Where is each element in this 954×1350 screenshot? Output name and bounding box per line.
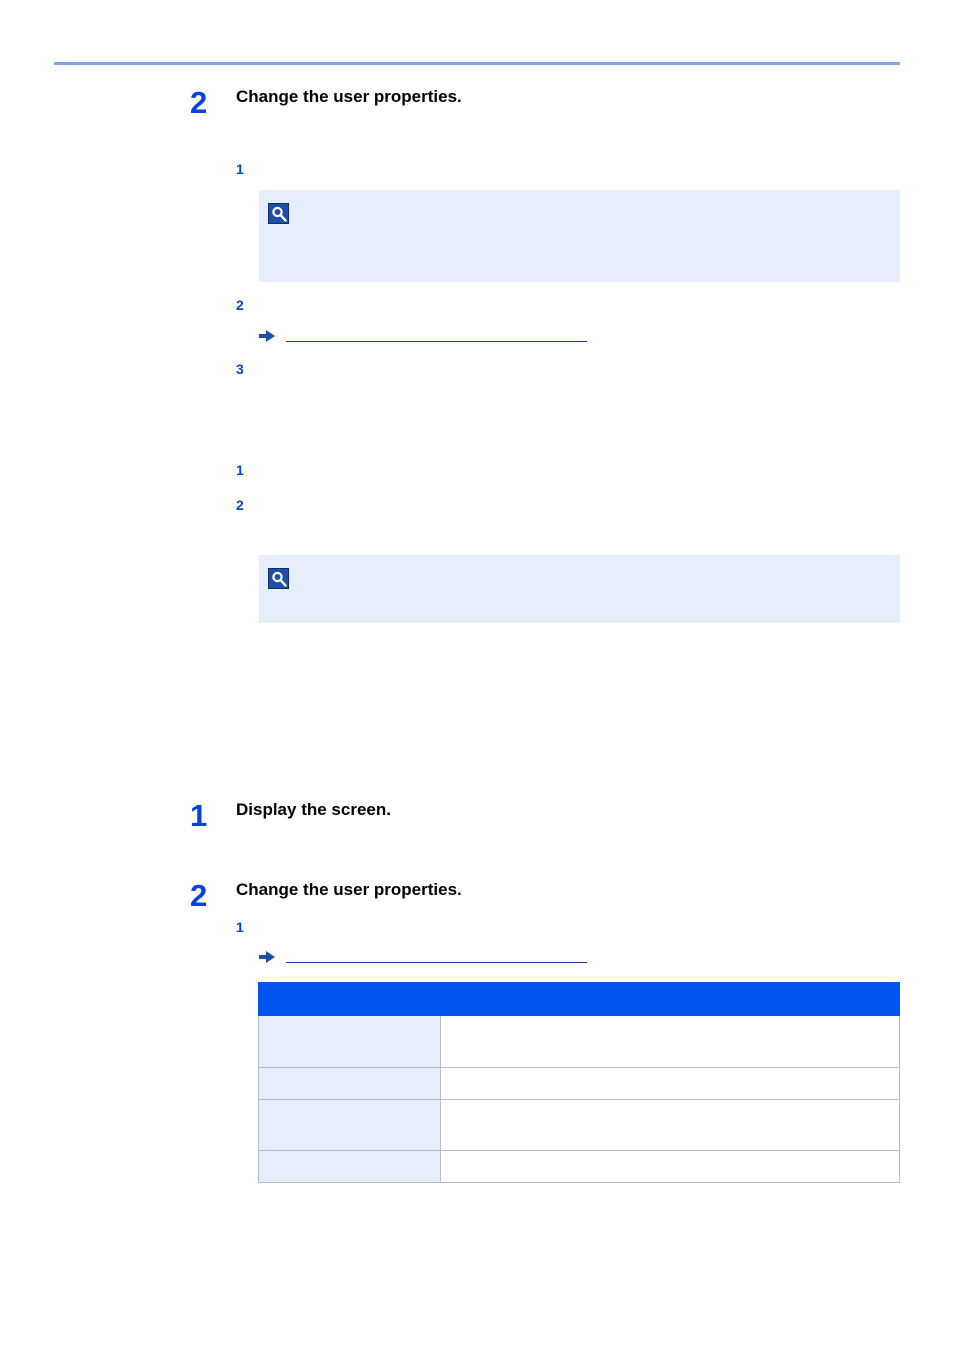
substep-number: 3 bbox=[236, 361, 244, 377]
note-box bbox=[259, 190, 900, 282]
table-cell-item bbox=[259, 1068, 441, 1100]
table-cell-item bbox=[259, 1016, 441, 1068]
table-cell-item bbox=[259, 1100, 441, 1151]
step-number: 2 bbox=[190, 85, 208, 120]
substep-number: 1 bbox=[236, 919, 244, 935]
table-row bbox=[259, 1151, 900, 1183]
table-row bbox=[259, 1016, 900, 1068]
substep-number: 1 bbox=[236, 161, 244, 177]
top-rule bbox=[54, 62, 900, 65]
step-number: 2 bbox=[190, 878, 208, 913]
step-title: Display the screen. bbox=[236, 800, 391, 819]
substep-number: 1 bbox=[236, 462, 244, 478]
table-cell-description bbox=[441, 1100, 900, 1151]
arrow-right-icon bbox=[259, 330, 275, 342]
arrow-right-icon bbox=[259, 951, 275, 963]
table-header-item bbox=[259, 983, 441, 1016]
step-title: Change the user properties. bbox=[236, 87, 462, 106]
note-box bbox=[259, 555, 900, 623]
table-row bbox=[259, 1068, 900, 1100]
properties-table bbox=[258, 982, 900, 1183]
reference-link[interactable] bbox=[286, 341, 587, 342]
reference-link[interactable] bbox=[286, 962, 587, 963]
note-magnifier-icon bbox=[268, 203, 289, 224]
table-header-row bbox=[259, 983, 900, 1016]
step-title: Change the user properties. bbox=[236, 880, 462, 899]
table-row bbox=[259, 1100, 900, 1151]
table-cell-description bbox=[441, 1016, 900, 1068]
table-header-description bbox=[441, 983, 900, 1016]
substep-number: 2 bbox=[236, 497, 244, 513]
step-number: 1 bbox=[190, 798, 208, 833]
substep-number: 2 bbox=[236, 297, 244, 313]
table-cell-item bbox=[259, 1151, 441, 1183]
note-magnifier-icon bbox=[268, 568, 289, 589]
table-cell-description bbox=[441, 1068, 900, 1100]
table-cell-description bbox=[441, 1151, 900, 1183]
